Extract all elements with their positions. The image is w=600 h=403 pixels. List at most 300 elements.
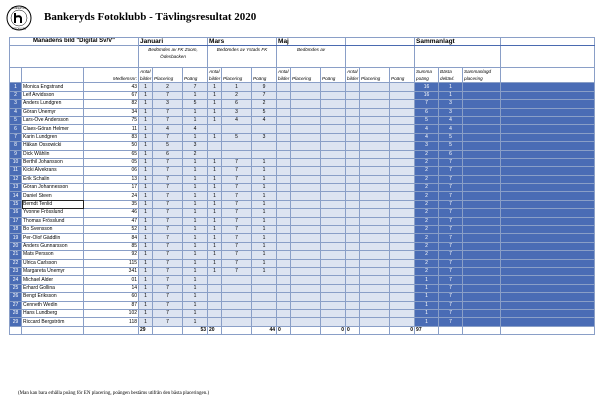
table-row	[10, 259, 595, 267]
extra-cell	[360, 209, 390, 217]
table-row	[10, 158, 595, 166]
member-number: 118	[84, 318, 139, 326]
extra-cell	[390, 318, 415, 326]
sammanlagd-placering	[463, 284, 501, 292]
mars-cell: 1	[208, 83, 222, 91]
januari-cell: 1	[183, 259, 208, 267]
summa-poang: 1	[415, 309, 439, 317]
sammanlagd-placering	[463, 192, 501, 200]
member-name: Göran Unemyr	[22, 108, 84, 116]
mars-cell	[252, 318, 277, 326]
sammanlagd-placering	[463, 234, 501, 242]
summa-poang: 2	[415, 150, 439, 158]
maj-cell	[291, 192, 321, 200]
mars-cell: 1	[208, 209, 222, 217]
mars-cell: 1	[208, 242, 222, 250]
extra-cell	[390, 91, 415, 99]
month-maj: Maj	[277, 38, 346, 46]
maj-cell	[277, 209, 291, 217]
summa-poang: 1	[415, 293, 439, 301]
januari-cell: 5	[183, 100, 208, 108]
januari-cell: 7	[153, 167, 183, 175]
maj-cell	[277, 192, 291, 200]
mars-cell: 1	[208, 100, 222, 108]
row-tail	[501, 184, 595, 192]
mars-cell	[222, 276, 252, 284]
mars-cell: 2	[252, 100, 277, 108]
summa-poang: 7	[415, 100, 439, 108]
row-index: 10	[10, 158, 22, 166]
maj-cell	[291, 276, 321, 284]
member-name: Cenneth Wedin	[22, 301, 84, 309]
category-label: Månadens bild "Digital Sv/V"	[10, 38, 139, 46]
mars-cell	[252, 125, 277, 133]
maj-cell	[291, 318, 321, 326]
summa-poang: 1	[415, 301, 439, 309]
januari-cell: 7	[153, 200, 183, 208]
extra-cell	[346, 184, 360, 192]
summa-poang: 4	[415, 125, 439, 133]
mars-cell	[208, 284, 222, 292]
mars-cell: 7	[222, 226, 252, 234]
sammanlagd-placering	[463, 242, 501, 250]
mars-cell: 7	[222, 242, 252, 250]
table-row	[10, 175, 595, 183]
row-tail	[501, 125, 595, 133]
col-poang-1: Poäng	[183, 68, 208, 83]
extra-cell	[360, 293, 390, 301]
member-name: Karin Lundgren	[22, 133, 84, 141]
januari-cell: 1	[139, 276, 153, 284]
row-index: 4	[10, 108, 22, 116]
mars-cell: 7	[222, 267, 252, 275]
row-index: 28	[10, 309, 22, 317]
row-index: 9	[10, 150, 22, 158]
summa-poang: 2	[415, 167, 439, 175]
extra-cell	[360, 259, 390, 267]
mars-cell: 7	[222, 200, 252, 208]
extra-cell	[346, 200, 360, 208]
maj-cell	[291, 142, 321, 150]
basta-deltavling: 1	[439, 91, 463, 99]
mars-cell	[252, 293, 277, 301]
extra-cell	[390, 267, 415, 275]
mars-cell: 1	[208, 234, 222, 242]
extra-cell	[390, 83, 415, 91]
maj-cell	[291, 259, 321, 267]
januari-cell: 3	[183, 142, 208, 150]
mars-cell: 1	[252, 200, 277, 208]
extra-cell	[390, 158, 415, 166]
mars-cell: 9	[252, 83, 277, 91]
row-tail	[501, 242, 595, 250]
summa-poang: 2	[415, 267, 439, 275]
maj-cell	[321, 192, 346, 200]
extra-cell	[346, 192, 360, 200]
table-row	[10, 133, 595, 141]
summa-poang: 3	[415, 142, 439, 150]
basta-deltavling: 7	[439, 209, 463, 217]
maj-cell	[277, 267, 291, 275]
row-tail	[501, 301, 595, 309]
member-name: Erik Schalin	[22, 175, 84, 183]
member-name: Lars-Ove Andersson	[22, 116, 84, 124]
total-poang-3: 0	[321, 326, 346, 334]
maj-cell	[291, 267, 321, 275]
row-tail	[501, 309, 595, 317]
basta-deltavling: 7	[439, 267, 463, 275]
summa-poang: 5	[415, 116, 439, 124]
extra-cell	[360, 100, 390, 108]
maj-cell	[291, 116, 321, 124]
maj-cell	[277, 276, 291, 284]
member-number: 06	[84, 167, 139, 175]
extra-cell	[390, 167, 415, 175]
sammanlagd-placering	[463, 125, 501, 133]
maj-cell	[291, 184, 321, 192]
table-row	[10, 226, 595, 234]
januari-cell: 1	[183, 242, 208, 250]
januari-cell: 1	[183, 116, 208, 124]
summa-poang: 2	[415, 209, 439, 217]
maj-cell	[291, 158, 321, 166]
januari-cell: 1	[183, 108, 208, 116]
januari-cell: 7	[153, 184, 183, 192]
mars-cell	[252, 276, 277, 284]
mars-cell: 1	[252, 192, 277, 200]
maj-cell	[277, 125, 291, 133]
extra-cell	[360, 284, 390, 292]
total-poang-1: 53	[183, 326, 208, 334]
basta-deltavling: 7	[439, 259, 463, 267]
row-tail	[501, 192, 595, 200]
januari-cell: 7	[153, 318, 183, 326]
mars-cell: 1	[252, 209, 277, 217]
extra-cell	[346, 217, 360, 225]
member-number-header: Medlemsnr:	[84, 68, 139, 83]
footer-note: (Man kan bara erhålla poäng för EN placering, poängen bestäms utifrån den bästa placeringen.)	[18, 391, 210, 396]
member-number: 46	[84, 209, 139, 217]
extra-cell	[390, 284, 415, 292]
januari-cell: 1	[139, 200, 153, 208]
maj-cell	[277, 301, 291, 309]
mars-cell: 1	[252, 234, 277, 242]
extra-cell	[390, 242, 415, 250]
member-number: 24	[84, 192, 139, 200]
mars-cell: 7	[222, 251, 252, 259]
member-name: Mats Persson	[22, 251, 84, 259]
member-number: 82	[84, 100, 139, 108]
table-row	[10, 100, 595, 108]
table-row	[10, 125, 595, 133]
januari-cell: 1	[183, 167, 208, 175]
table-row	[10, 142, 595, 150]
row-index: 1	[10, 83, 22, 91]
row-tail	[501, 259, 595, 267]
basta-deltavling: 7	[439, 200, 463, 208]
mars-cell: 7	[222, 217, 252, 225]
januari-cell: 1	[183, 234, 208, 242]
month-sammanlagt: Sammanlagt	[415, 38, 501, 46]
maj-cell	[321, 259, 346, 267]
maj-cell	[277, 83, 291, 91]
row-tail	[501, 83, 595, 91]
row-index: 23	[10, 267, 22, 275]
januari-cell: 1	[139, 293, 153, 301]
januari-cell: 1	[139, 318, 153, 326]
extra-cell	[390, 226, 415, 234]
januari-cell: 6	[153, 150, 183, 158]
row-index: 16	[10, 209, 22, 217]
table-row	[10, 251, 595, 259]
basta-deltavling: 3	[439, 108, 463, 116]
col-antal-3: Antal bilder	[278, 69, 290, 82]
member-name: Erhard Gollina	[22, 284, 84, 292]
januari-cell: 7	[153, 217, 183, 225]
maj-cell	[291, 301, 321, 309]
col-summa-poang: Summa poäng	[415, 68, 439, 83]
maj-cell	[321, 234, 346, 242]
mars-cell: 3	[252, 133, 277, 141]
mars-cell	[208, 125, 222, 133]
month-mars: Mars	[208, 38, 277, 46]
member-name: Berthil Johansson	[22, 158, 84, 166]
extra-cell	[390, 150, 415, 158]
mars-cell	[222, 150, 252, 158]
mars-cell	[252, 309, 277, 317]
row-tail	[501, 318, 595, 326]
extra-cell	[360, 318, 390, 326]
januari-cell: 3	[153, 100, 183, 108]
mars-cell: 1	[252, 267, 277, 275]
januari-cell: 1	[139, 108, 153, 116]
januari-cell: 1	[183, 91, 208, 99]
sammanlagd-placering	[463, 175, 501, 183]
member-name: Göran Johannesson	[22, 184, 84, 192]
januari-cell: 1	[139, 309, 153, 317]
row-tail	[501, 167, 595, 175]
table-row	[10, 284, 595, 292]
row-tail	[501, 234, 595, 242]
extra-cell	[346, 133, 360, 141]
extra-cell	[390, 142, 415, 150]
januari-cell: 7	[153, 242, 183, 250]
januari-cell: 1	[183, 175, 208, 183]
januari-cell: 1	[139, 267, 153, 275]
row-index: 14	[10, 192, 22, 200]
month-januari: Januari	[139, 38, 208, 46]
mars-cell	[208, 142, 222, 150]
summa-poang: 1	[415, 284, 439, 292]
mars-cell	[222, 309, 252, 317]
mars-cell	[208, 301, 222, 309]
summa-poang: 2	[415, 200, 439, 208]
member-name: Kicki Alvekrans	[22, 167, 84, 175]
table-row	[10, 108, 595, 116]
member-number: 102	[84, 309, 139, 317]
sammanlagd-placering	[463, 251, 501, 259]
member-number: 75	[84, 116, 139, 124]
row-tail	[501, 91, 595, 99]
mars-cell: 1	[208, 91, 222, 99]
sammanlagd-placering	[463, 142, 501, 150]
januari-cell: 1	[183, 318, 208, 326]
mars-cell	[208, 150, 222, 158]
mars-cell: 1	[208, 133, 222, 141]
member-number: 13	[84, 175, 139, 183]
mars-cell: 7	[222, 184, 252, 192]
row-index: 18	[10, 226, 22, 234]
extra-cell	[360, 309, 390, 317]
januari-cell: 1	[183, 276, 208, 284]
total-poang-2: 44	[252, 326, 277, 334]
col-poang-2: Poäng	[252, 68, 277, 83]
extra-cell	[390, 125, 415, 133]
extra-cell	[346, 301, 360, 309]
sammanlagd-placering	[463, 301, 501, 309]
table-row	[10, 276, 595, 284]
maj-cell	[321, 167, 346, 175]
mars-cell: 1	[208, 267, 222, 275]
summa-poang: 2	[415, 175, 439, 183]
extra-cell	[390, 217, 415, 225]
row-tail	[501, 158, 595, 166]
table-row	[10, 293, 595, 301]
total-bilder-1: 29	[139, 326, 153, 334]
maj-cell	[291, 108, 321, 116]
summa-poang: 2	[415, 217, 439, 225]
member-number: 34	[84, 108, 139, 116]
table-row	[10, 309, 595, 317]
member-number: 85	[84, 242, 139, 250]
extra-cell	[360, 251, 390, 259]
sammanlagd-placering	[463, 209, 501, 217]
summa-poang: 2	[415, 184, 439, 192]
mars-cell: 1	[208, 192, 222, 200]
column-header-row	[10, 68, 595, 83]
maj-cell	[321, 142, 346, 150]
maj-cell	[277, 150, 291, 158]
maj-cell	[291, 226, 321, 234]
basta-deltavling: 7	[439, 234, 463, 242]
sammanlagd-placering	[463, 167, 501, 175]
basta-deltavling: 7	[439, 284, 463, 292]
januari-cell: 1	[183, 200, 208, 208]
judged-row	[10, 46, 595, 68]
maj-cell	[277, 100, 291, 108]
summa-poang: 1	[415, 318, 439, 326]
maj-cell	[291, 284, 321, 292]
basta-deltavling: 7	[439, 226, 463, 234]
extra-cell	[346, 209, 360, 217]
extra-cell	[360, 276, 390, 284]
mars-cell: 1	[208, 200, 222, 208]
member-number: 341	[84, 267, 139, 275]
basta-deltavling: 7	[439, 276, 463, 284]
mars-cell: 1	[208, 108, 222, 116]
januari-cell: 1	[139, 234, 153, 242]
total-bilder-4: 0	[346, 326, 360, 334]
table-row	[10, 116, 595, 124]
mars-cell: 1	[252, 175, 277, 183]
member-name: Anders Lundgren	[22, 100, 84, 108]
januari-cell: 1	[139, 167, 153, 175]
maj-cell	[291, 167, 321, 175]
mars-cell: 7	[222, 192, 252, 200]
table-row	[10, 217, 595, 225]
extra-cell	[346, 234, 360, 242]
judged-januari: Bedömdes av FK Zoom, Ödesbacken	[139, 46, 208, 68]
basta-deltavling: 7	[439, 301, 463, 309]
maj-cell	[291, 200, 321, 208]
extra-cell	[346, 116, 360, 124]
total-poang-4: 0	[390, 326, 415, 334]
member-number: 60	[84, 293, 139, 301]
januari-cell: 1	[139, 116, 153, 124]
summa-poang: 2	[415, 259, 439, 267]
januari-cell: 1	[139, 125, 153, 133]
sammanlagd-placering	[463, 150, 501, 158]
sammanlagd-placering	[463, 276, 501, 284]
maj-cell	[277, 234, 291, 242]
member-name: Hans Lundberg	[22, 309, 84, 317]
maj-cell	[321, 226, 346, 234]
maj-cell	[277, 133, 291, 141]
januari-cell: 7	[153, 116, 183, 124]
sammanlagd-placering	[463, 200, 501, 208]
row-index: 5	[10, 116, 22, 124]
januari-cell: 7	[153, 108, 183, 116]
extra-cell	[346, 91, 360, 99]
table-row	[10, 301, 595, 309]
mars-cell	[222, 284, 252, 292]
extra-cell	[360, 167, 390, 175]
member-name: Per-Olof Gäddlin	[22, 234, 84, 242]
basta-deltavling: 7	[439, 251, 463, 259]
extra-cell	[346, 259, 360, 267]
member-name: Anders Gunnarsson	[22, 242, 84, 250]
extra-cell	[390, 200, 415, 208]
col-placering-2: Placering	[222, 68, 252, 83]
page-title: Bankeryds Fotoklubb - Tävlingsresultat 2020	[44, 11, 257, 23]
extra-cell	[346, 226, 360, 234]
extra-cell	[360, 200, 390, 208]
januari-cell: 1	[139, 142, 153, 150]
januari-cell: 1	[183, 251, 208, 259]
maj-cell	[277, 309, 291, 317]
col-placering-1: Placering	[153, 68, 183, 83]
extra-cell	[360, 217, 390, 225]
extra-cell	[360, 234, 390, 242]
extra-cell	[346, 318, 360, 326]
row-index: 12	[10, 175, 22, 183]
summa-poang: 2	[415, 192, 439, 200]
row-index: 6	[10, 125, 22, 133]
judged-maj: Bedömdes av	[277, 46, 346, 68]
extra-cell	[346, 242, 360, 250]
mars-cell: 1	[208, 251, 222, 259]
summa-poang: 4	[415, 133, 439, 141]
januari-cell: 7	[153, 158, 183, 166]
member-name: Riccard Bergström	[22, 318, 84, 326]
row-tail	[501, 200, 595, 208]
sammanlagd-placering	[463, 259, 501, 267]
januari-cell: 1	[183, 133, 208, 141]
mars-cell: 4	[252, 116, 277, 124]
basta-deltavling: 4	[439, 125, 463, 133]
januari-cell: 7	[153, 175, 183, 183]
extra-cell	[346, 284, 360, 292]
